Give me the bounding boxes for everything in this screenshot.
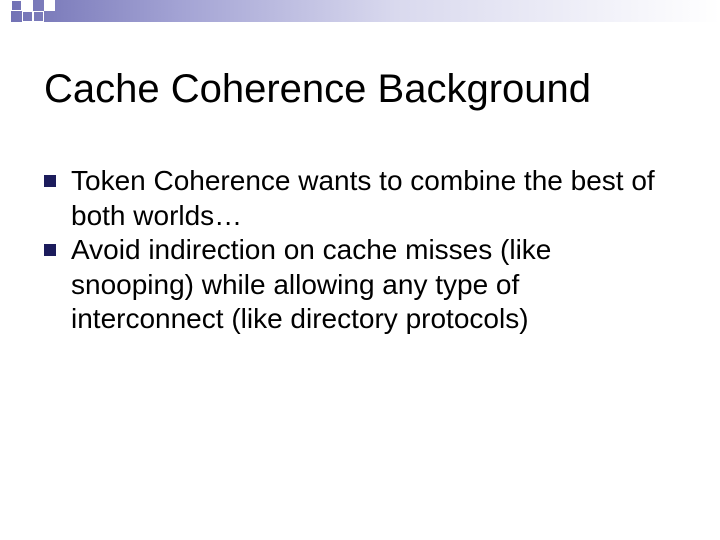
bullet-text: Avoid indirection on cache misses (like snooping) while allowing any type of interconnect (like directory protocols) — [71, 234, 552, 334]
square-pattern-icon — [0, 0, 11, 11]
square-pattern-icon — [11, 22, 22, 33]
square-pattern-icon — [44, 0, 55, 11]
bullet-text: Token Coherence wants to combine the best of both worlds… — [71, 165, 655, 231]
bullet-item — [44, 164, 664, 233]
square-pattern-icon — [0, 11, 11, 22]
square-pattern-icon — [11, 0, 22, 11]
bullet-list — [44, 164, 664, 337]
square-bullet-icon — [44, 175, 56, 187]
square-pattern-icon — [33, 11, 44, 22]
bullet-item — [44, 233, 664, 337]
decorative-top-band — [0, 0, 720, 22]
square-pattern-icon — [22, 0, 33, 11]
square-bullet-icon — [44, 244, 56, 256]
square-pattern-icon — [22, 11, 33, 22]
slide-title: Cache Coherence Background — [44, 67, 592, 111]
